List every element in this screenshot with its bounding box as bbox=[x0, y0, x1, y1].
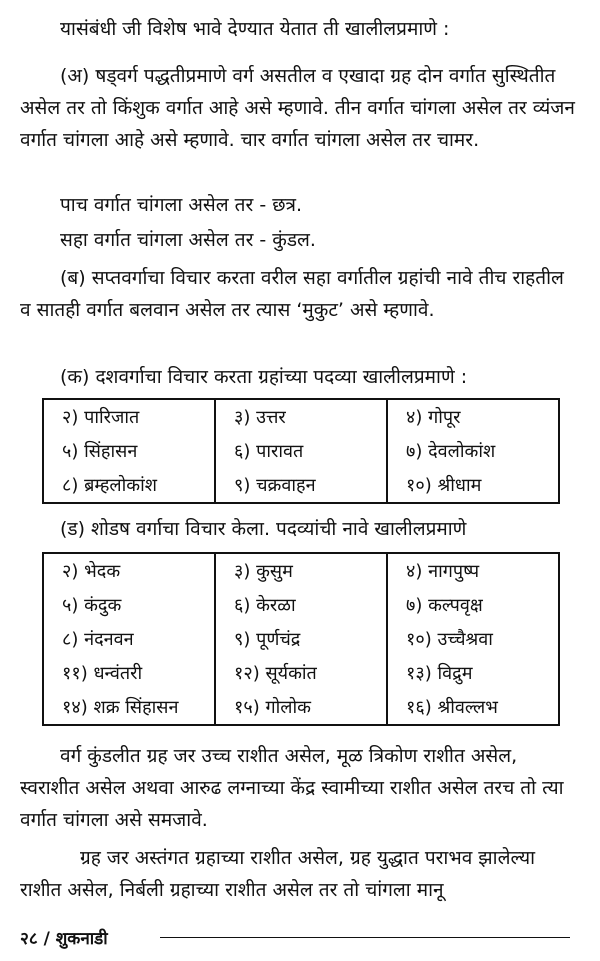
intro-line: यासंबंधी जी विशेष भावे देण्यात येतात ती खालीलप्रमाणे : bbox=[60, 18, 450, 40]
shodashvarga-cell: ३) कुसुम bbox=[215, 553, 387, 588]
shodashvarga-cell: १४) शक्र सिंहासन bbox=[43, 690, 215, 725]
dashvarga-cell: ६) पारावत bbox=[215, 434, 387, 468]
dashvarga-cell: ७) देवलोकांश bbox=[387, 434, 559, 468]
shodashvarga-row bbox=[43, 622, 559, 656]
footer-rule bbox=[160, 937, 570, 938]
dashvarga-table bbox=[42, 398, 560, 504]
page-footer: २८ / शुकनाडी bbox=[20, 929, 108, 949]
dashvarga-row bbox=[43, 434, 559, 468]
dashvarga-cell: ५) सिंहासन bbox=[43, 434, 215, 468]
shodashvarga-row bbox=[43, 553, 559, 588]
dashvarga-cell: २) पारिजात bbox=[43, 399, 215, 434]
shodashvarga-cell: ९) पूर्णचंद्र bbox=[215, 622, 387, 656]
dashvarga-cell: ४) गोपूर bbox=[387, 399, 559, 434]
shodashvarga-cell: ११) धन्वंतरी bbox=[43, 656, 215, 690]
dashvarga-cell: ८) ब्रम्हलोकांश bbox=[43, 468, 215, 503]
paragraph-graha: ग्रह जर अस्तंगत ग्रहाच्या राशीत असेल, ग्रह युद्धात पराभव झालेल्या राशीत असेल, निर्बली ग्रहाच्या राशीत असेल तर तो चांगला मानू bbox=[20, 847, 536, 901]
dashvarga-cell: ९) चक्रवाहन bbox=[215, 468, 387, 503]
line-kundal: सहा वर्गात चांगला असेल तर - कुंडल. bbox=[60, 229, 316, 251]
dashvarga-cell: ३) उत्तर bbox=[215, 399, 387, 434]
shodashvarga-row bbox=[43, 690, 559, 725]
paragraph-a: (अ) षड्वर्ग पद्धतीप्रमाणे वर्ग असतील व एखादा ग्रह दोन वर्गात सुस्थितीत असेल तर तो किंशुक वर्गात आहे असे म्हणावे. तीन वर्गात चांगला असेल तर व्यंजन वर्गात चांगला आहे असे म्हणावे. चार वर्गात चांगला असेल तर चामर. bbox=[20, 65, 575, 151]
shodashvarga-cell: ८) नंदनवन bbox=[43, 622, 215, 656]
shodashvarga-cell: ४) नागपुष्प bbox=[387, 553, 559, 588]
paragraph-varga-kundali: वर्ग कुंडलीत ग्रह जर उच्च राशीत असेल, मूळ त्रिकोण राशीत असेल, स्वराशीत असेल अथवा आरुढ लग्नाच्या केंद्र स्वामीच्या राशीत असेल तरच तो त्या वर्गात चांगला असे समजावे. bbox=[20, 745, 564, 831]
shodashvarga-cell: १०) उच्चैश्रवा bbox=[387, 622, 559, 656]
shodashvarga-cell: १२) सूर्यकांत bbox=[215, 656, 387, 690]
shodashvarga-cell: १६) श्रीवल्लभ bbox=[387, 690, 559, 725]
shodashvarga-row bbox=[43, 588, 559, 622]
paragraph-b: (ब) सप्तवर्गाचा विचार करता वरील सहा वर्गातील ग्रहांची नावे तीच राहतील व सातही वर्गात बलवान असेल तर त्यास ‘मुकुट’ असे म्हणावे. bbox=[20, 267, 564, 321]
heading-dashvarga: (क) दशवर्गाचा विचार करता ग्रहांच्या पदव्या खालीलप्रमाणे : bbox=[60, 366, 468, 388]
heading-shodashvarga: (ड) शोडष वर्गाचा विचार केला. पदव्यांची नावे खालीलप्रमाणे bbox=[60, 518, 467, 540]
shodashvarga-cell: २) भेदक bbox=[43, 553, 215, 588]
dashvarga-row bbox=[43, 468, 559, 503]
dashvarga-cell: १०) श्रीधाम bbox=[387, 468, 559, 503]
shodashvarga-table bbox=[42, 552, 560, 726]
line-chhatra: पाच वर्गात चांगला असेल तर - छत्र. bbox=[60, 194, 303, 216]
shodashvarga-cell: १५) गोलोक bbox=[215, 690, 387, 725]
shodashvarga-cell: ६) केरळा bbox=[215, 588, 387, 622]
shodashvarga-cell: ५) कंदुक bbox=[43, 588, 215, 622]
dashvarga-row bbox=[43, 399, 559, 434]
shodashvarga-cell: १३) विद्रुम bbox=[387, 656, 559, 690]
shodashvarga-row bbox=[43, 656, 559, 690]
shodashvarga-cell: ७) कल्पवृक्ष bbox=[387, 588, 559, 622]
